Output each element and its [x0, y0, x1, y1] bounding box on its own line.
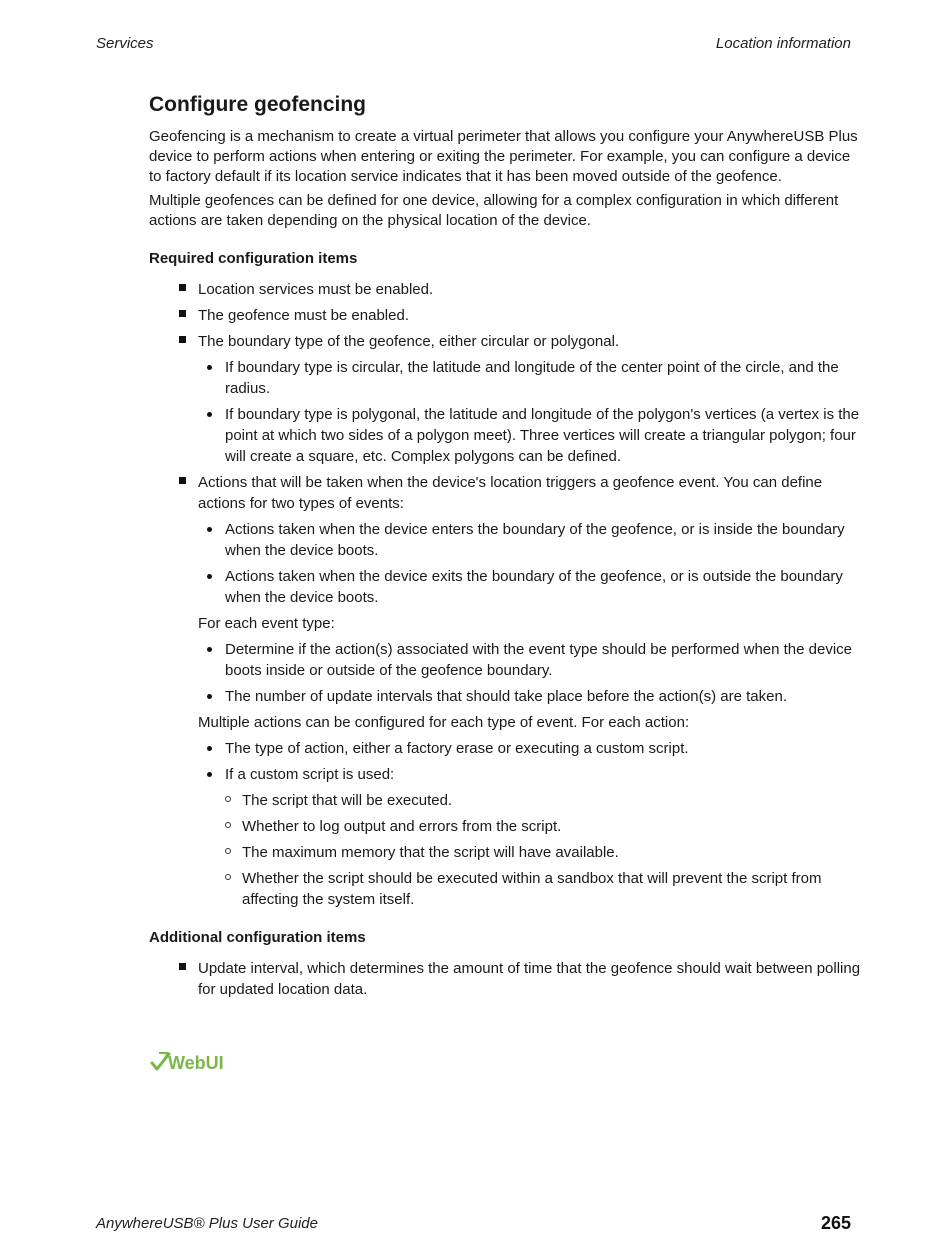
multiple-actions-text: Multiple actions can be configured for each type of event. For each action: [198, 714, 690, 731]
list-item-text: If a custom script is used: [225, 766, 395, 783]
list-item-text: The boundary type of the geofence, either circular or polygonal. [198, 333, 620, 350]
list-item: The script that will be executed. [225, 790, 861, 811]
running-header-section: Services [96, 35, 154, 52]
intro-paragraph: Multiple geofences can be defined for one device, allowing for a complex configuration in which different actions are taken depending on the physical location of the device. [149, 192, 839, 229]
action-sublist [198, 738, 861, 910]
list-item: The maximum memory that the script will have available. [225, 842, 861, 863]
list-item: Location services must be enabled. [149, 279, 861, 300]
webui-icon [150, 1050, 168, 1077]
event-sublist [198, 519, 861, 608]
page-title: Configure geofencing [149, 93, 366, 116]
required-heading: Required configuration items [149, 250, 358, 267]
list-item [149, 331, 861, 467]
list-item [149, 472, 861, 910]
intro-paragraph: Geofencing is a mechanism to create a virtual perimeter that allows you configure your AnywhereUSB Plus device to perform actions when entering or exiting the perimeter. For example, you can configure a device to factory default if its location service indicates that it has been moved outside of the geofence. [149, 128, 858, 185]
page-number: 265 [820, 1213, 851, 1233]
list-item: Whether to log output and errors from the script. [225, 816, 861, 837]
list-item [198, 764, 861, 910]
required-list [149, 279, 861, 910]
list-item: Whether the script should be executed within a sandbox that will prevent the script from affecting the system itself. [225, 868, 861, 910]
list-item: The number of update intervals that should take place before the action(s) are taken. [198, 686, 861, 707]
list-item: The type of action, either a factory erase or executing a custom script. [198, 738, 861, 759]
main-content [149, 90, 861, 1005]
event-type-sublist [198, 639, 861, 707]
list-item: Determine if the action(s) associated with the event type should be performed when the device boots inside or outside of the geofence boundary. [198, 639, 861, 681]
list-item-text: Actions that will be taken when the device's location triggers a geofence event. You can define actions for two types of events: [198, 474, 823, 512]
list-item: If boundary type is circular, the latitude and longitude of the center point of the circle, and the radius. [198, 357, 861, 399]
additional-heading: Additional configuration items [149, 929, 366, 946]
additional-list [149, 958, 861, 1000]
list-item: Actions taken when the device exits the boundary of the geofence, or is outside the boundary when the device boots. [198, 566, 861, 608]
webui-label: WebUI [168, 1053, 224, 1073]
boundary-sublist [198, 357, 861, 467]
script-sublist [225, 790, 861, 910]
list-item: If boundary type is polygonal, the latitude and longitude of the polygon's vertices (a vertex is the point at which two sides of a polygon meet). Three vertices will create a triangular polygon; four will create a square, etc. Complex polygons can be defined. [198, 404, 861, 467]
list-item: Update interval, which determines the amount of time that the geofence should wait between polling for updated location data. [149, 958, 861, 1000]
list-item: The geofence must be enabled. [149, 305, 861, 326]
running-header-topic: Location information [715, 35, 851, 52]
list-item: Actions taken when the device enters the boundary of the geofence, or is inside the boundary when the device boots. [198, 519, 861, 561]
webui-badge [150, 1050, 224, 1077]
for-each-text: For each event type: [198, 615, 335, 632]
footer-guide-title: AnywhereUSB® Plus User Guide [96, 1215, 318, 1232]
